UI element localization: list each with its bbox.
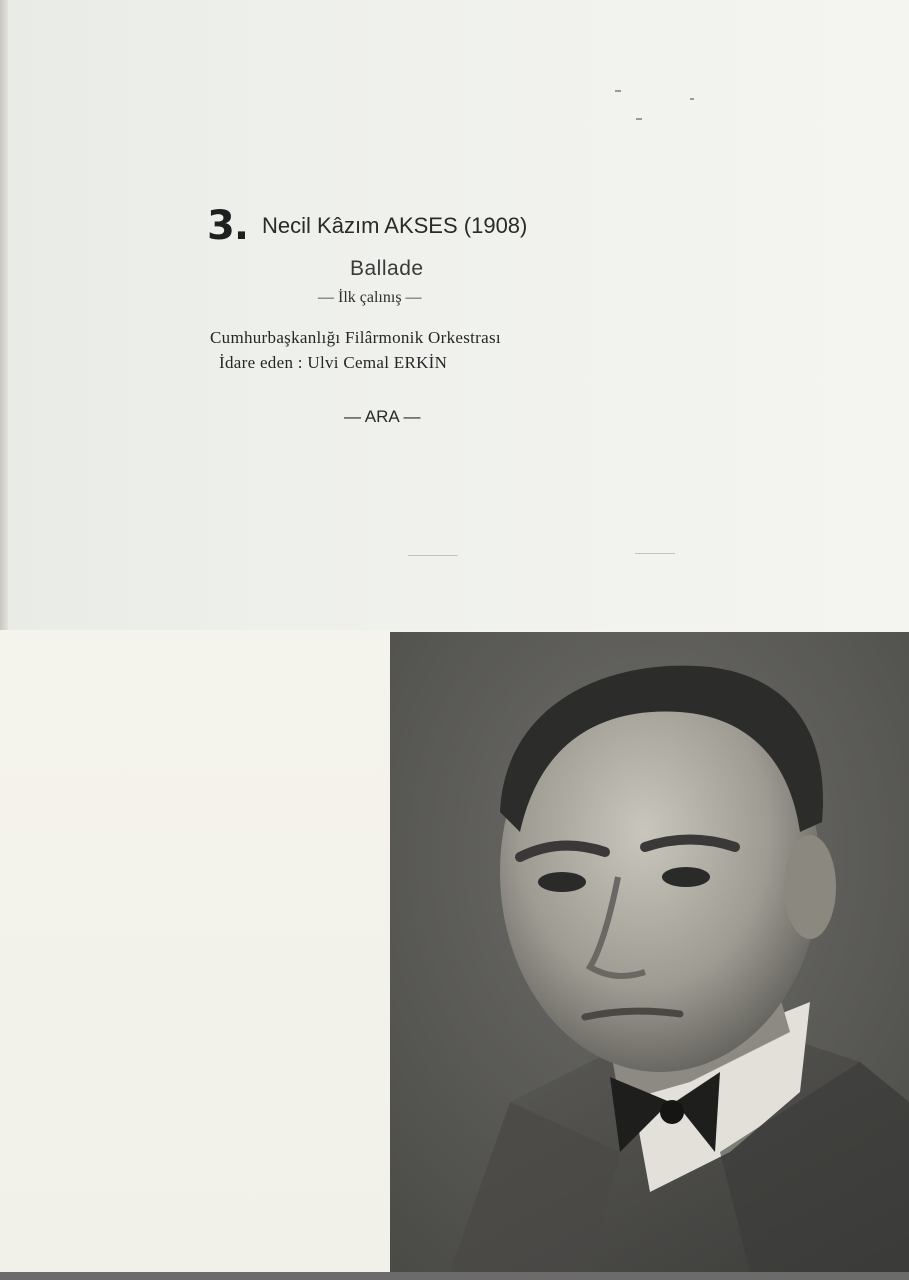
paper-speck (635, 553, 675, 554)
conductor-name: İdare eden : Ulvi Cemal ERKİN (219, 353, 448, 372)
binding-edge (0, 0, 8, 630)
composer-portrait-photo (390, 632, 909, 1272)
orchestra-name: Cumhurbaşkanlığı Filârmonik Orkestrası (210, 328, 501, 347)
intermission-label: — ARA — (344, 407, 421, 426)
composer-name: Necil Kâzım AKSES (1908) (262, 213, 528, 238)
bow-tie-knot (660, 1100, 684, 1124)
work-title: Ballade (350, 257, 424, 280)
paper-speck (690, 98, 694, 100)
portrait-illustration (390, 632, 909, 1272)
premiere-note: — İlk çalınış — (318, 289, 422, 306)
paper-speck (636, 118, 642, 120)
paper-speck (615, 90, 621, 92)
paper-speck (408, 555, 458, 556)
upper-sheet (8, 0, 909, 630)
entry-number: 3. (207, 203, 249, 249)
entry-heading (207, 203, 527, 249)
scan-bottom-edge (0, 1272, 909, 1280)
